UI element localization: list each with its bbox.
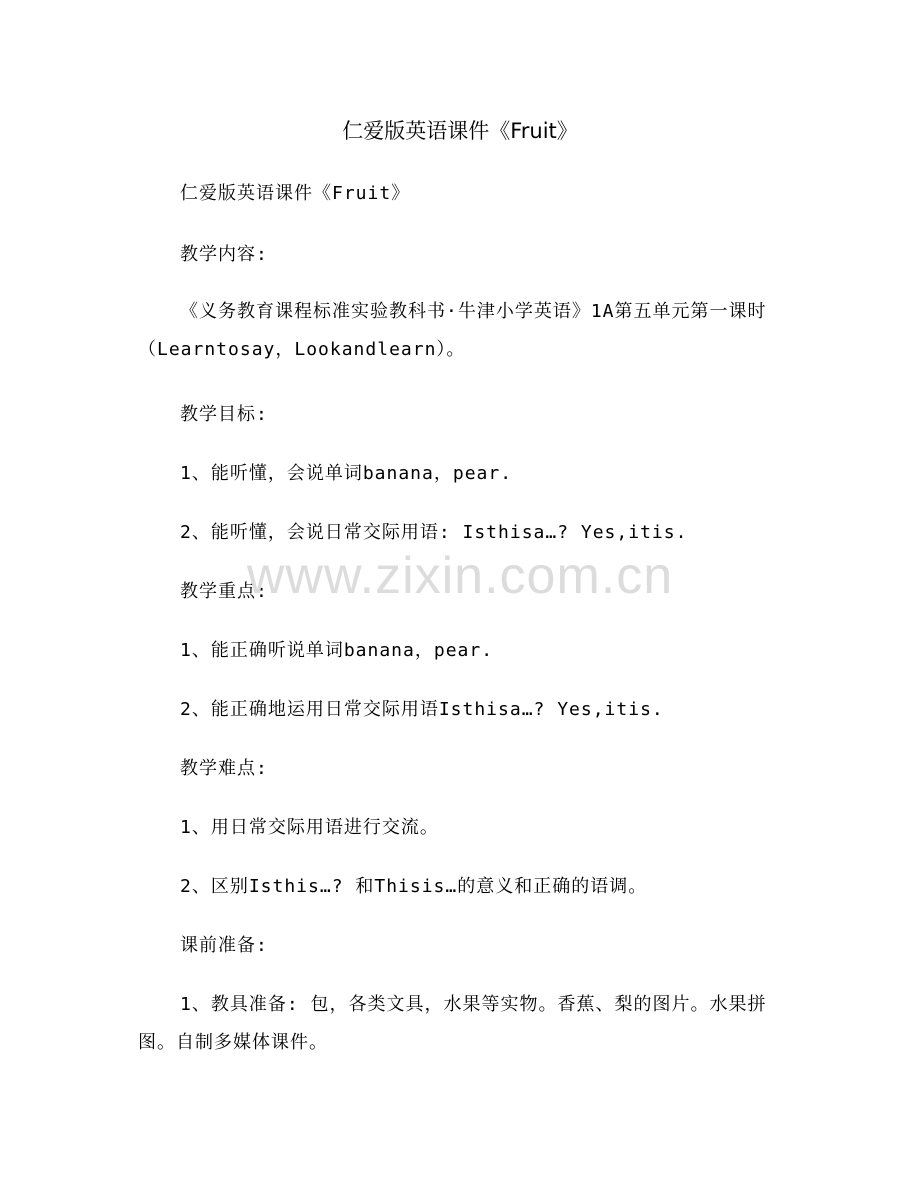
document-title: 仁爱版英语课件《Fruit》 xyxy=(342,119,578,143)
list-item: 1、能听懂，会说单词banana，pear. xyxy=(180,463,513,484)
list-item: 2、能正确地运用日常交际用语Isthisa…? Yes,itis. xyxy=(180,699,664,720)
list-item: 2、能听懂，会说日常交际用语: Isthisa…? Yes,itis. xyxy=(180,522,688,543)
watermark: www.zixin.com.cn xyxy=(246,547,674,605)
section-heading: 课前准备: xyxy=(180,935,268,956)
section-heading: 教学重点: xyxy=(180,581,268,602)
section-heading: 教学内容: xyxy=(180,244,268,265)
section-heading: 教学目标: xyxy=(180,404,268,425)
list-item: 1、用日常交际用语进行交流。 xyxy=(180,817,439,838)
list-item: 1、能正确听说单词banana，pear. xyxy=(180,640,494,661)
section-heading: 教学难点: xyxy=(180,758,268,779)
paragraph: 仁爱版英语课件《Fruit》 xyxy=(180,183,411,204)
list-item: 1、教具准备: 包，各类文具，水果等实物。香蕉、梨的图片。水果拼图。自制多媒体课件。 xyxy=(138,994,767,1053)
paragraph: 《义务教育课程标准实验教科书·牛津小学英语》1A第五单元第一课时（Learntosay，Lookandlearn）。 xyxy=(138,301,767,360)
list-item: 2、区别Isthis…? 和Thisis…的意义和正确的语调。 xyxy=(180,876,648,897)
